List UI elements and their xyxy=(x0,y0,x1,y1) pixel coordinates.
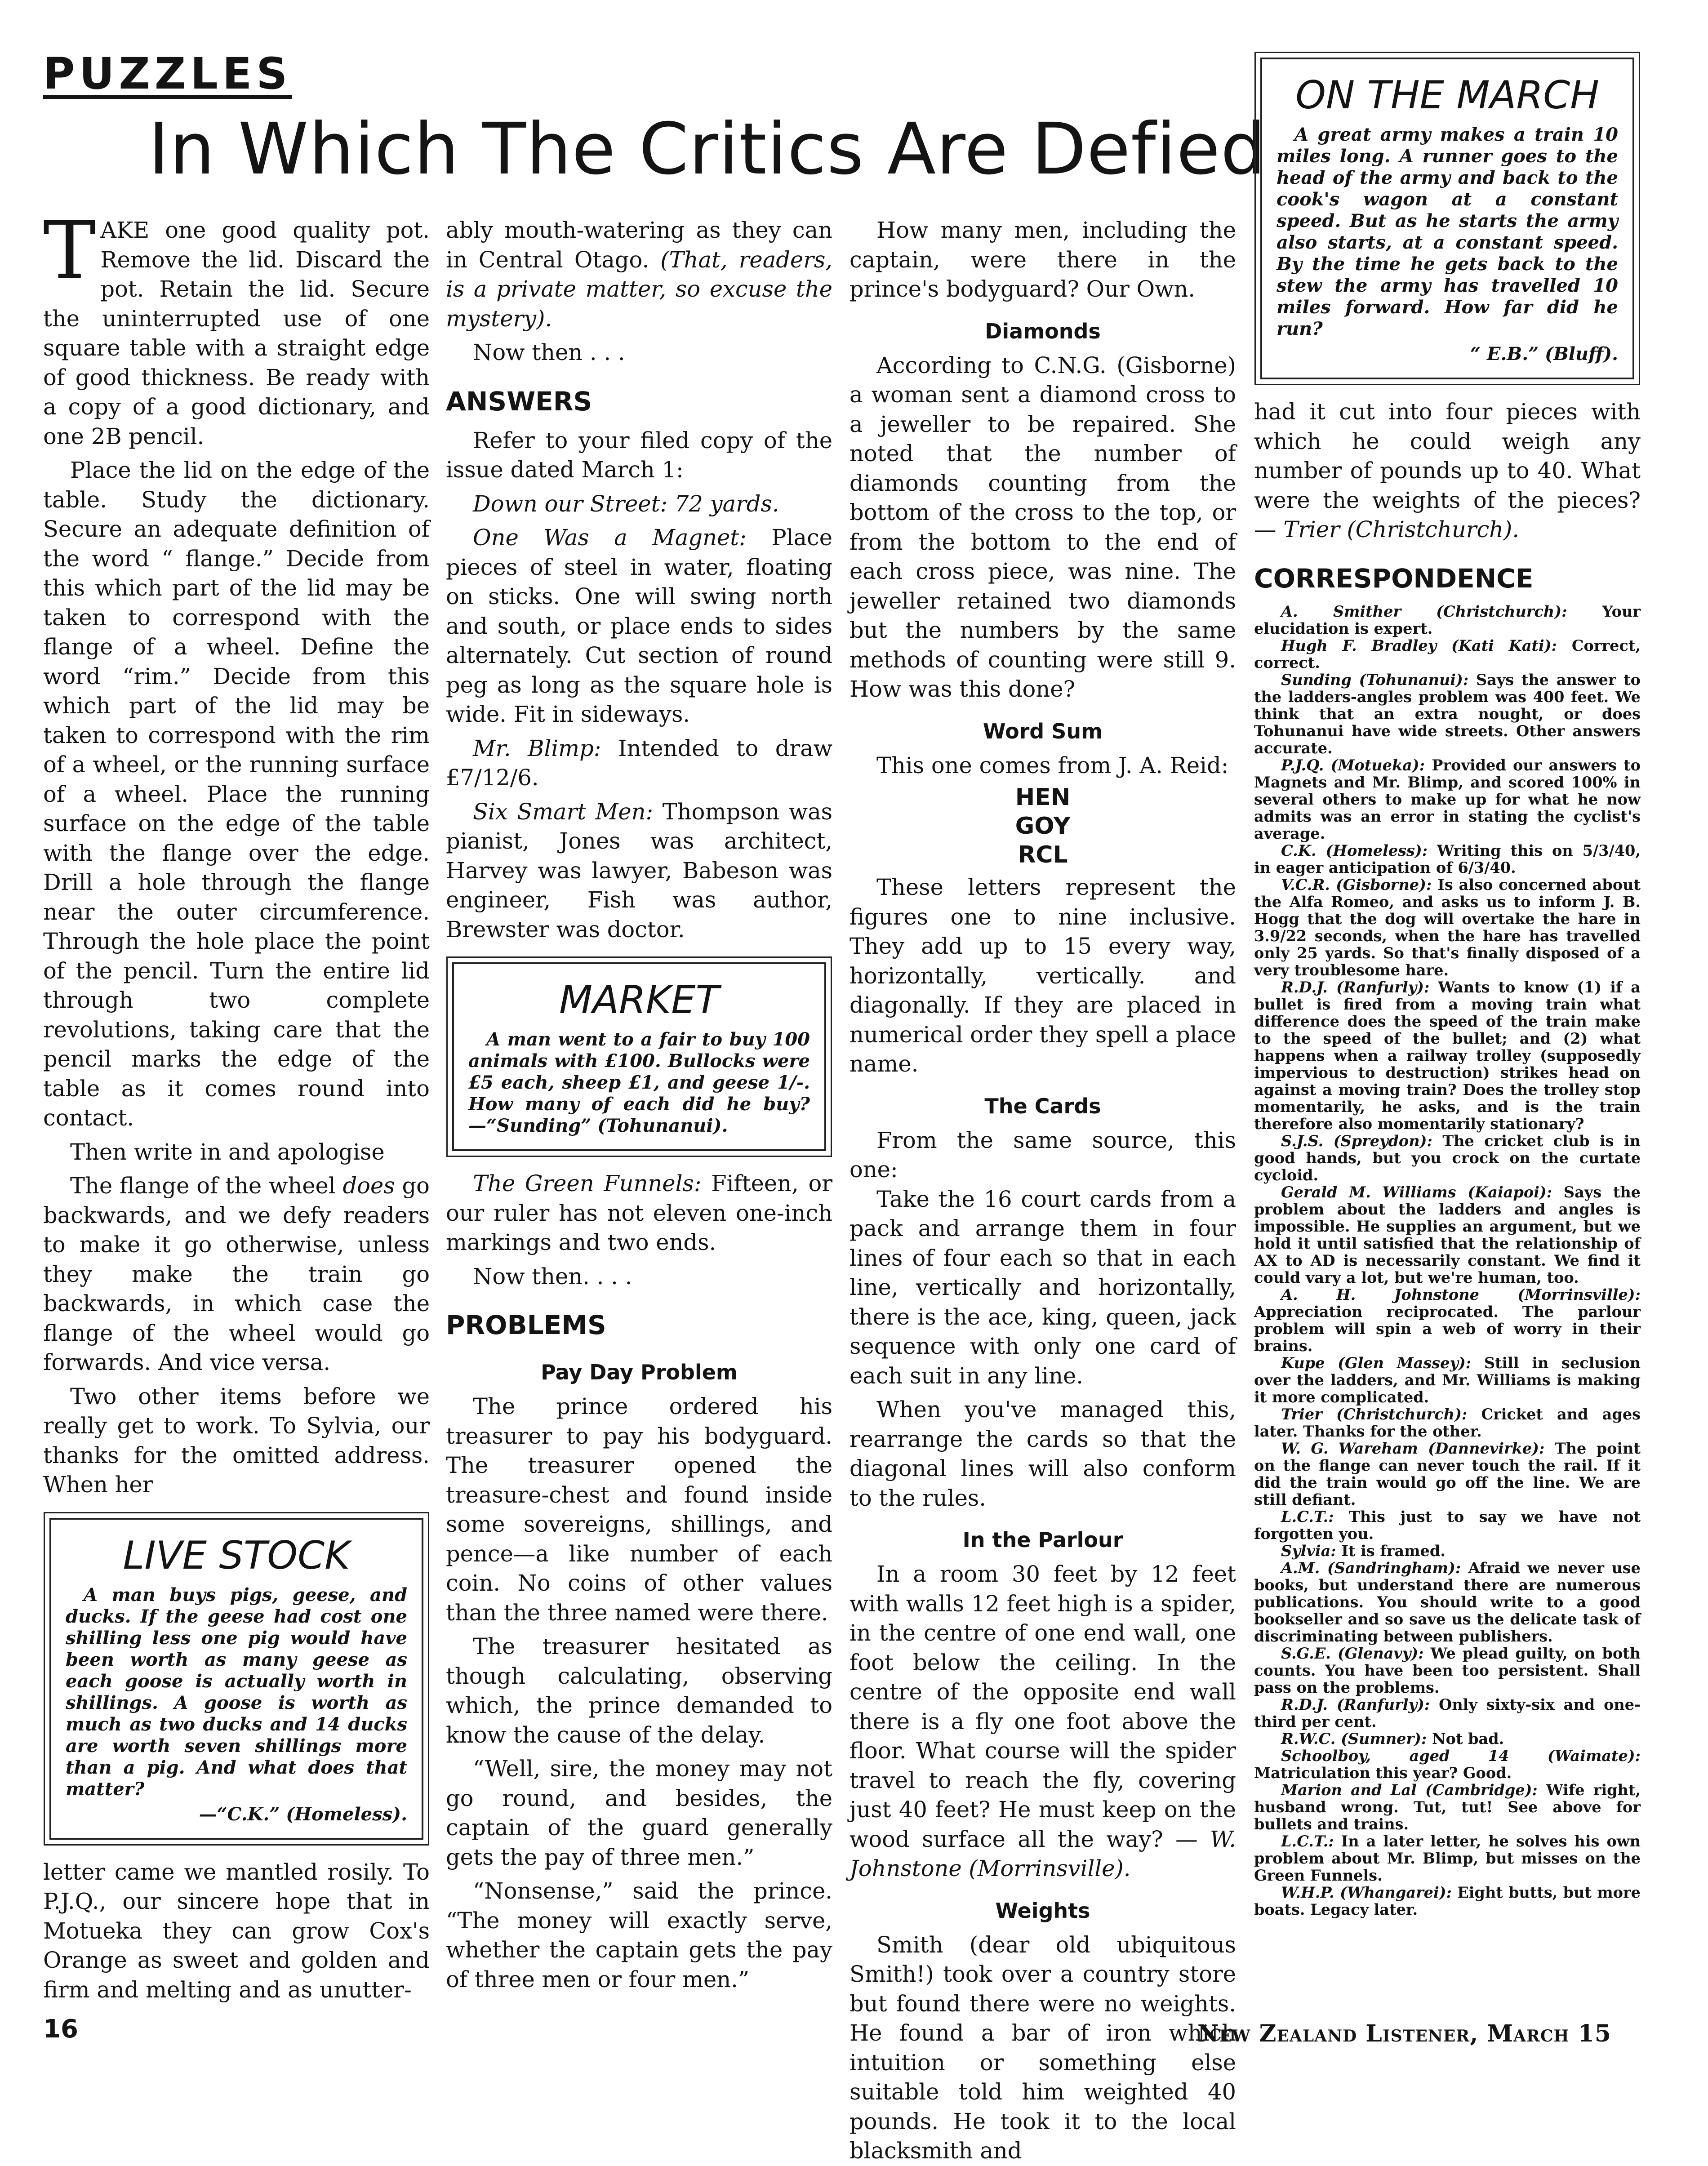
subheading: The Cards xyxy=(984,1094,1101,1118)
correspondent-name: Hugh F. Bradley (Kati Kati): xyxy=(1281,636,1557,654)
answer: Down our Street: 72 yards. xyxy=(473,490,779,517)
paragraph: From the same source, this one: xyxy=(850,1127,1236,1183)
column-4 xyxy=(1254,54,1641,1918)
paragraph: According to C.N.G. (Gisborne) a woman sent a diamond cross to a jeweller to be repaired. She noted that the number of diamonds counting from the bottom of the cross to the top, or from the bottom to the end of each cross piece, was nine. The jeweller retained two diamonds but the numbers by the same methods of counting were still 9. How was this done? xyxy=(850,352,1236,702)
paragraph: The treasurer hesitated as though calculating, observing which, the prince demanded to know the cause of the delay. xyxy=(446,1633,832,1748)
correspondence-heading: CORRESPONDENCE xyxy=(1254,563,1534,594)
correspondent-name: Kupe (Glen Massey): xyxy=(1281,1354,1472,1372)
correspondence-entry xyxy=(1254,1560,1641,1645)
correspondence-text: Correct, correct. xyxy=(1254,636,1641,672)
correspondence-text: Says the problem about the ladders and angles is impossible. He supplies an argument, but we hold it until satisfied that the relationship of AX to AD is necessarily constant. We find it could vary a lot, but we're human, too. xyxy=(1254,1183,1641,1286)
correspondent-name: A. Smither (Christchurch): xyxy=(1281,602,1567,620)
correspondence-text: It is framed. xyxy=(1336,1542,1446,1560)
paragraph: Refer to your filed copy of the issue dated March 1: xyxy=(446,427,832,483)
correspondence-entry xyxy=(1254,1782,1641,1833)
correspondence-entry xyxy=(1254,1508,1641,1543)
correspondence-text: Still in seclusion over the ladders, and Mr. Williams is making it more complicated. xyxy=(1254,1354,1641,1406)
correspondent-name: L.C.T.: xyxy=(1281,1832,1334,1850)
paragraph: How many men, including the captain, were there in the prince's bodyguard? Our Own. xyxy=(850,217,1236,302)
correspondence-text: Afraid we never use books, but understand there are numerous publications. You should write to a good bookseller and so save us the delicate task of discriminating between publishers. xyxy=(1254,1559,1641,1645)
subheading: Weights xyxy=(995,1898,1090,1923)
box-body: A man buys pigs, geese, and ducks. If the geese had cost one shilling less one pig would have been worth as many geese as each goose is actually worth in shillings. A goose is worth as much as two ducks and 14 ducks are worth seven shillings more than a pig. And what does that matter? xyxy=(66,1584,407,1800)
correspondence-entry xyxy=(1254,1184,1641,1286)
correspondence-entry xyxy=(1254,1884,1641,1918)
correspondent-name: Trier (Christchurch): xyxy=(1281,1405,1468,1423)
live-stock-box xyxy=(49,1518,423,1840)
paragraph: had it cut into four pieces with which he could weigh any number of pounds up to 40. What were the weights of the pieces? — Trier (Christchurch). xyxy=(1254,399,1641,543)
correspondent-name: S.J.S. (Spreydon): xyxy=(1281,1132,1432,1150)
correspondence-entry xyxy=(1254,842,1641,876)
box-signature: “ E.B.” (Bluff). xyxy=(1470,343,1618,365)
subheading: Word Sum xyxy=(983,719,1103,743)
correspondence-entry xyxy=(1254,637,1641,672)
correspondence-entry xyxy=(1254,1833,1641,1884)
page-number: 16 xyxy=(43,2015,78,2044)
correspondence-text: We plead guilty, on both counts. You have been too persistent. Shall pass on the problems. xyxy=(1254,1644,1641,1696)
correspondence-text: Appreciation reciprocated. The parlour problem will spin a web of worry in their brains. xyxy=(1254,1303,1641,1355)
correspondent-name: R.D.J. (Ranfurly): xyxy=(1281,978,1430,996)
correspondent-name: P.J.Q. (Motueka): xyxy=(1281,756,1425,774)
correspondence-entry xyxy=(1254,1133,1641,1184)
correspondence-text: Your elucidation is expert. xyxy=(1254,602,1641,637)
correspondence-text: Writing this on 5/3/40, in eager anticipation of 6/3/40. xyxy=(1254,841,1641,876)
column-3 xyxy=(850,216,1236,2166)
correspondence-entry xyxy=(1254,876,1641,979)
correspondent-name: C.K. (Homeless): xyxy=(1281,841,1428,859)
correspondence-text: Wife right, husband wrong. Tut, tut! See above for bullets and trains. xyxy=(1254,1781,1641,1833)
correspondence-text: Says the answer to the ladders-angles problem was 400 feet. We think that an extra nought, or does Tohunanui have wide streets. Other answers accurate. xyxy=(1254,671,1641,757)
correspondent-name: R.D.J. (Ranfurly): xyxy=(1281,1695,1430,1713)
paragraph: Two other items before we really get to work. To Sylvia, our thanks for the omitted address. When her xyxy=(43,1383,430,1498)
correspondence-entry xyxy=(1254,1355,1641,1406)
correspondence-entry xyxy=(1254,1748,1641,1782)
box-body: A great army makes a train 10 miles long. A runner goes to the head of the army and back to the cook's wagon at a constant speed. But as he starts the army also starts, at a constant speed. By the time he gets back to the stew the army has travelled 10 miles forward. How far did he run? xyxy=(1277,124,1618,339)
correspondent-name: V.C.R. (Gisborne): xyxy=(1281,876,1432,894)
word-sum-line: RCL xyxy=(1018,841,1068,868)
paragraph: These letters represent the figures one to nine inclusive. They add up to 15 every way, horizontally, vertically. and diagonally. If they are placed in numerical order they spell a place name. xyxy=(850,874,1236,1077)
correspondence-entry xyxy=(1254,1286,1641,1355)
correspondence-entry xyxy=(1254,1696,1641,1730)
correspondence-text: This just to say we have not forgotten you. xyxy=(1254,1508,1641,1543)
correspondent-name: R.W.C. (Sumner): xyxy=(1281,1730,1427,1748)
correspondence-entry xyxy=(1254,1406,1641,1440)
answer: Mr. Blimp: Intended to draw £7/12/6. xyxy=(446,735,833,791)
paragraph: In a room 30 feet by 12 feet with walls 12 feet high is a spider, in the centre of one end wall, one foot below the ceiling. In the centre of the opposite end wall there is a fly one foot above the floor. What course will the spider travel to reach the fly, covering just 40 feet? He must keep on the wood surface all the way? — W. Johnstone (Morrinsville). xyxy=(850,1561,1236,1881)
answer: Six Smart Men: Thompson was pianist, Jones was architect, Harvey was lawyer, Babeson was engineer, Fish was author, Brewster was doctor. xyxy=(446,798,832,943)
box-signature: —“C.K.” (Homeless). xyxy=(199,1803,407,1825)
correspondent-name: S.G.E. (Glenavy): xyxy=(1281,1644,1424,1662)
paragraph: Take the 16 court cards from a pack and arrange them in four lines of four each so that in each line, vertically and horizontally, there is the ace, king, queen, jack sequence with only one card of each suit in any line. xyxy=(850,1186,1236,1389)
market-box xyxy=(452,962,826,1151)
correspondence-text: Provided our answers to Magnets and Mr. Blimp, and scored 100% in several others to make up for what he now admits was an error in stating the cyclist's average. xyxy=(1254,756,1641,842)
correspondent-name: Gerald M. Williams (Kaiapoi): xyxy=(1281,1183,1552,1201)
correspondence-entry xyxy=(1254,1440,1641,1508)
correspondence-text: In a later letter, he solves his own problem about Mr. Blimp, but misses on the Green Funnels. xyxy=(1254,1832,1641,1884)
section-label: PUZZLES xyxy=(43,49,292,99)
intro-paragraph: TAKE one good quality pot. Remove the lid. Discard the pot. Retain the lid. Secure the uninterrupted use of one square table with a straight edge of good thickness. Be ready with a copy of a good dictionary, and one 2B pencil. xyxy=(43,205,430,449)
paragraph: “Well, sire, the money may not go round, and besides, the captain of the guard generally gets the pay of three men.” xyxy=(446,1756,832,1870)
paragraph: Now then . . . xyxy=(473,339,625,365)
paragraph: Then write in and apologise xyxy=(70,1139,385,1165)
problems-heading: PROBLEMS xyxy=(446,1310,606,1340)
correspondence-text: Only sixty-six and one-third per cent. xyxy=(1254,1695,1641,1730)
paragraph: “Nonsense,” said the prince. “The money will exactly serve, whether the captain gets the pay of three men or four men.” xyxy=(446,1878,832,1993)
box-title: LIVE STOCK xyxy=(123,1533,350,1578)
correspondence-list xyxy=(1254,603,1641,1918)
correspondent-name: W.H.P. (Whangarei): xyxy=(1281,1883,1452,1901)
paragraph: Now then. . . . xyxy=(473,1263,632,1290)
answer: One Was a Magnet: Place pieces of steel in water, floating on sticks. One will swing north and south, or place ends to sides alternately. Cut section of round peg as long as the square hole is wide. Fit in sideways. xyxy=(446,525,832,727)
correspondent-name: A. H. Johnstone (Morrinsville): xyxy=(1281,1285,1641,1303)
word-sum-grid xyxy=(850,783,1236,869)
correspondence-text: Matriculation this year? Good. xyxy=(1254,1764,1512,1782)
answers-heading: ANSWERS xyxy=(446,386,592,417)
correspondence-entry xyxy=(1254,1543,1641,1560)
paragraph: When you've managed this, rearrange the cards so that the diagonal lines will also conform to the rules. xyxy=(850,1397,1236,1511)
correspondence-entry xyxy=(1254,672,1641,757)
headline: In Which The Critics Are Defied xyxy=(148,108,1266,191)
correspondence-text: The point on the flange can never touch the rail. If it did the train would go off the line. We are still defiant. xyxy=(1254,1439,1641,1508)
paragraph: ably mouth-watering as they can in Central Otago. (That, readers, is a private matter, so excuse the mystery). xyxy=(446,217,832,332)
correspondence-entry xyxy=(1254,1730,1641,1748)
correspondence-text: Not bad. xyxy=(1427,1730,1504,1748)
paragraph: The prince ordered his treasurer to pay his bodyguard. The treasurer opened the treasure-chest and found inside some sovereigns, shillings, and pence—a like number of each coin. No coins of other values than the three named were there. xyxy=(446,1393,832,1626)
correspondence-text: Cricket and ages later. Thanks for the other. xyxy=(1254,1405,1641,1440)
paragraph: Smith (dear old ubiquitous Smith!) took over a country store but found there were no weights. He found a bar of iron which intuition or something else suitable told him weighted 40 pounds. He took it to the local blacksmith and xyxy=(850,1931,1236,2164)
correspondent-name: Sylvia: xyxy=(1281,1542,1336,1560)
correspondence-text: Eight butts, but more boats. Legacy later. xyxy=(1254,1883,1641,1918)
subheading: Diamonds xyxy=(985,319,1101,343)
subheading: In the Parlour xyxy=(962,1528,1123,1552)
answer: The Green Funnels: Fifteen, or our ruler has not eleven one-inch markings and two ends. xyxy=(446,1170,832,1255)
paragraph: Place the lid on the edge of the table. Study the dictionary. Secure an adequate definition of the word “ flange.” Decide from this which part of the lid may be taken to correspond with the flange of a wheel. Define the word “rim.” Decide from this which part of the lid may be taken to correspond with the rim of a wheel, or the running surface of a wheel. Place the running surface on the edge of the table with the flange over the edge. Drill a hole through the flange near the outer circumference. Through the hole place the point of the pencil. Turn the entire lid through two complete revolutions, taking care that the pencil marks the edge of the table as it comes round into contact. xyxy=(43,457,430,1131)
correspondent-name: W. G. Wareham (Dannevirke): xyxy=(1281,1439,1545,1457)
paragraph: This one comes from J. A. Reid: xyxy=(876,752,1229,778)
publication-footer: New Zealand Listener, March 15 xyxy=(1197,2020,1611,2047)
correspondent-name: Schoolboy, aged 14 (Waimate): xyxy=(1281,1747,1641,1765)
correspondence-entry xyxy=(1254,979,1641,1133)
box-title: MARKET xyxy=(559,978,720,1023)
correspondence-entry xyxy=(1254,603,1641,637)
subheading: Pay Day Problem xyxy=(541,1360,738,1384)
word-sum-line: GOY xyxy=(1015,813,1071,840)
correspondence-entry xyxy=(1254,757,1641,842)
on-the-march-box xyxy=(1260,58,1634,379)
box-title: ON THE MARCH xyxy=(1295,73,1599,118)
box-body: A man went to a fair to buy 100 animals with £100. Bullocks were £5 each, sheep £1, and geese 1/-. How many of each did he buy?—“Sunding” (Tohunanui). xyxy=(468,1029,810,1136)
correspondence-entry xyxy=(1254,1645,1641,1696)
paragraph: The flange of the wheel does go backwards, and we defy readers to make it go otherwise, unless they make the train go backwards, in which case the flange of the wheel would go forwards. And vice versa. xyxy=(43,1173,430,1375)
column-2 xyxy=(446,216,832,1994)
column-1 xyxy=(43,205,430,2005)
correspondent-name: L.C.T.: xyxy=(1281,1508,1334,1526)
correspondent-name: Sunding (Tohunanui): xyxy=(1281,671,1469,689)
correspondent-name: A.M. (Sandringham): xyxy=(1281,1559,1461,1577)
correspondent-name: Marion and Lal (Cambridge): xyxy=(1281,1781,1538,1799)
paragraph: letter came we mantled rosily. To P.J.Q., our sincere hope that in Motueka they can grow Cox's Orange as sweet and golden and firm and melting and as unutter- xyxy=(43,1859,430,2003)
correspondence-text: Is also concerned about the Alfa Romeo, and asks us to inform J. B. Hogg that the dog will overtake the hare in 3.9/22 seconds, when the hare has travelled only 25 yards. So that's finally disposed of a very troublesome hare. xyxy=(1254,876,1641,979)
correspondence-text: Wants to know (1) if a bullet is fired from a moving train what difference does the speed of the train make to the speed of the bullet; and (2) what happens when a railway trolley (supposedly impervious to destruction) strikes head on against a moving train? Does the trolley stop momentarily, he asks, and is the train therefore also momentarily stationary? xyxy=(1254,978,1641,1133)
word-sum-line: HEN xyxy=(1015,784,1071,811)
correspondence-text: The cricket club is in good hands, but you crock on the curtate cycloid. xyxy=(1254,1132,1641,1184)
